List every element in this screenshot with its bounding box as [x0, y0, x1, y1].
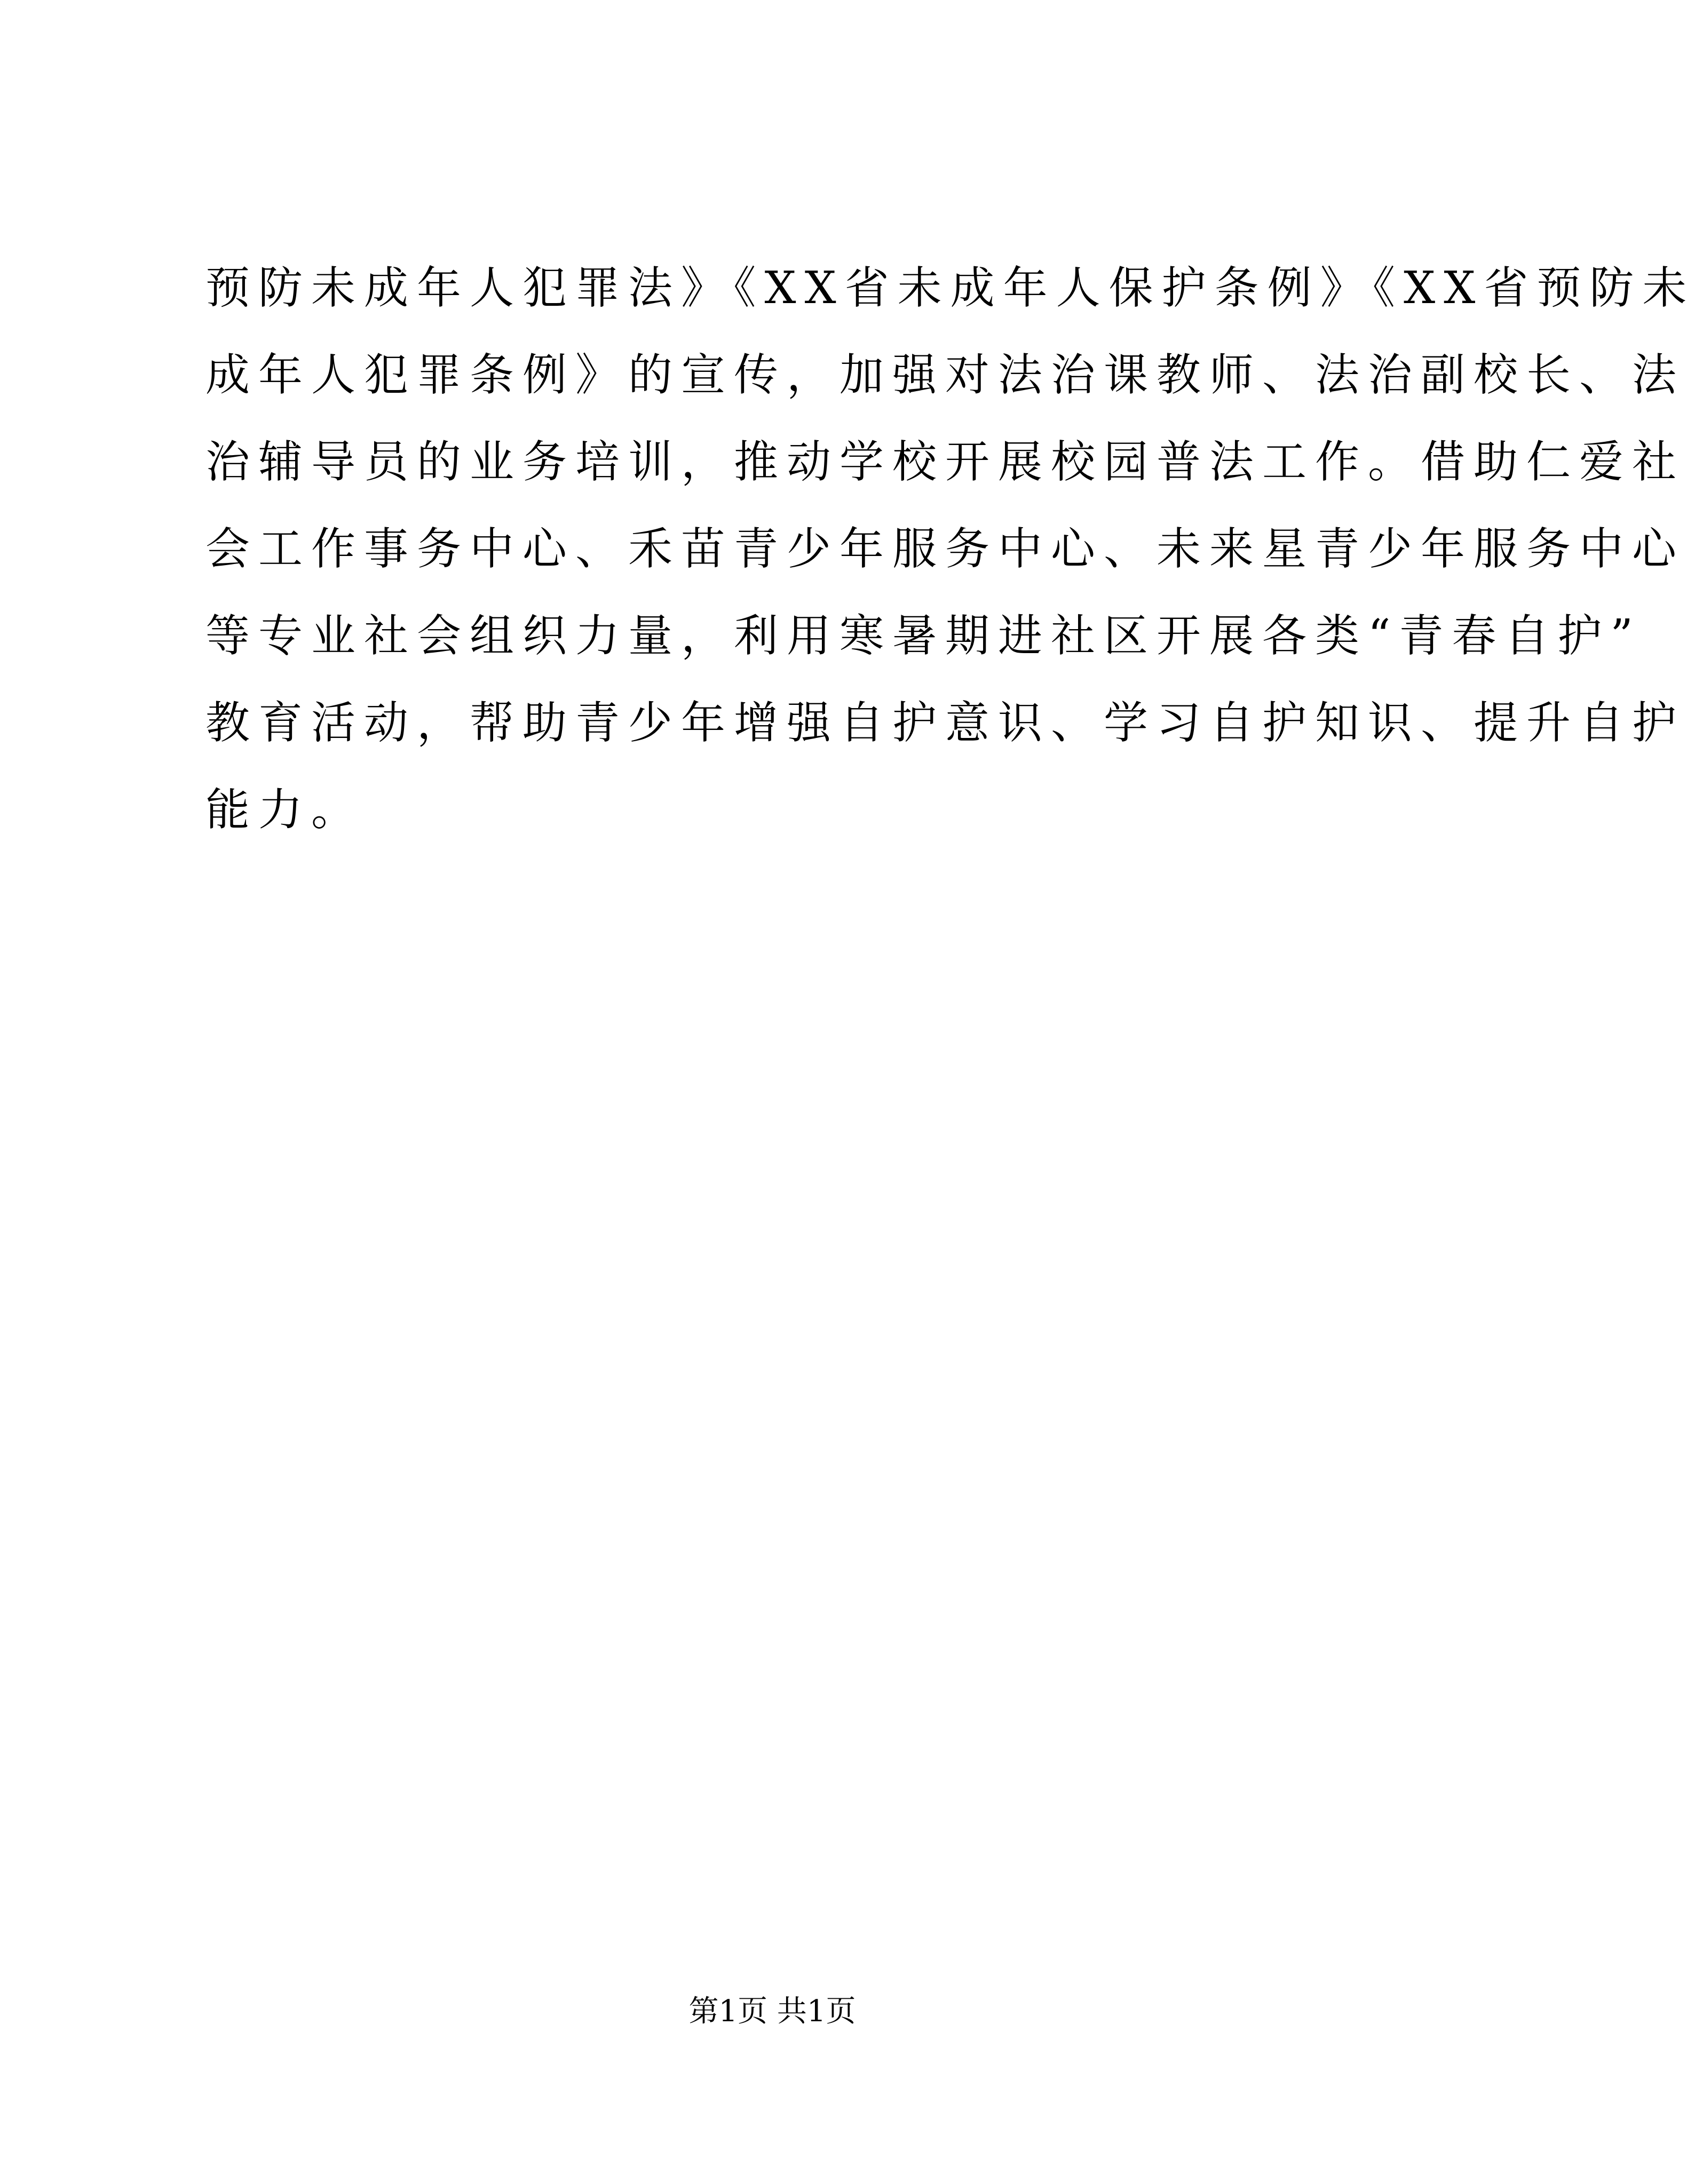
paragraph-line: 教育活动，帮助青少年增强自护意识、学习自护知识、提升自护: [205, 697, 1685, 749]
paragraph-line: 预防未成年人犯罪法》《XX省未成年人保护条例》《XX省预防未: [205, 262, 1695, 314]
paragraph-line: 能力。: [205, 784, 364, 836]
paragraph-line: 等专业社会组织力量，利用寒暑期进社区开展各类“青春自护”: [205, 610, 1642, 662]
paragraph-line: 成年人犯罪条例》的宣传，加强对法治课教师、法治副校长、法: [205, 349, 1685, 401]
paragraph-line: 会工作事务中心、禾苗青少年服务中心、未来星青少年服务中心: [205, 523, 1685, 575]
page-number-footer: 第1页 共1页: [688, 1994, 856, 2029]
paragraph-line: 治辅导员的业务培训，推动学校开展校园普法工作。借助仁爱社: [205, 436, 1685, 488]
body-paragraph: [205, 244, 1695, 853]
